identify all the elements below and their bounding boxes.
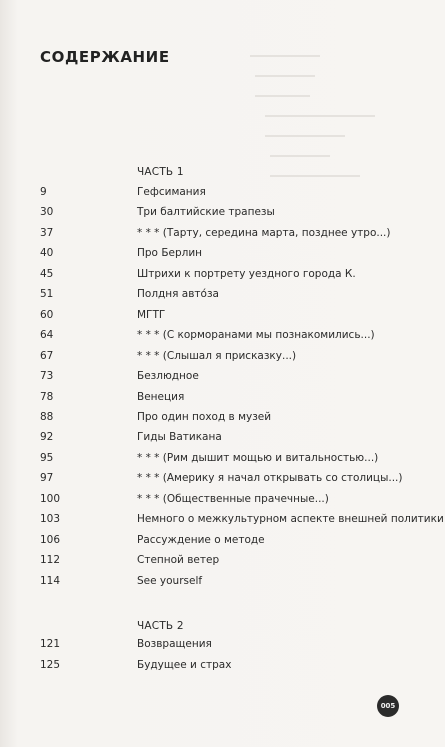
toc-page-number: 121	[40, 638, 61, 650]
toc-entry-title: Немного о межкультурном аспекте внешней политики	[137, 513, 444, 526]
toc-entry-title: Гиды Ватикана	[137, 431, 222, 444]
toc-page-number: 60	[40, 308, 54, 321]
toc-entry-title: Безлюдное	[137, 370, 199, 383]
toc-entry	[0, 659, 445, 677]
toc-entry	[0, 493, 445, 511]
toc-entry	[0, 309, 445, 327]
toc-entry	[0, 411, 445, 429]
toc-page-number: 103	[40, 513, 61, 526]
toc-entry-title: * * * (Рим дышит мощью и витальностью...)	[137, 451, 379, 464]
toc-page-number: 78	[40, 390, 54, 403]
toc-entry-title: МГТГ	[137, 308, 166, 321]
toc-entry-title: See yourself	[137, 574, 203, 587]
toc-entry	[0, 247, 445, 265]
toc-entry-title: Гефсимания	[137, 186, 206, 198]
page-number: 005	[377, 695, 399, 717]
toc-entry-title: Степной ветер	[137, 554, 220, 567]
toc-page-number: 95	[40, 451, 54, 464]
toc-entry	[0, 391, 445, 409]
toc-entry	[0, 575, 445, 593]
toc-page-number: 64	[40, 329, 54, 342]
toc-entry-title: Будущее и страх	[137, 659, 232, 671]
toc-entry-title: Полдня авто́за	[137, 288, 219, 301]
toc-page-number: 112	[40, 554, 61, 567]
toc-entry	[0, 329, 445, 347]
toc-page-number: 88	[40, 410, 54, 423]
toc-entry	[0, 206, 445, 224]
toc-page-number: 125	[40, 659, 61, 671]
toc-entry	[0, 452, 445, 470]
toc-entry	[0, 534, 445, 552]
toc-entry-title: * * * (Общественные прачечные...)	[137, 492, 329, 505]
toc-page-number: 40	[40, 247, 54, 260]
toc-page-number: 51	[40, 288, 54, 301]
toc-page-number: 73	[40, 370, 54, 383]
toc-entry	[0, 186, 445, 204]
toc-page-number: 114	[40, 574, 61, 587]
toc-entry-title: * * * (С корморанами мы познакомились...)	[137, 329, 375, 342]
toc-page-number: 30	[40, 206, 54, 219]
toc-page-number: 9	[40, 186, 47, 198]
toc-entry	[0, 370, 445, 388]
toc-entry-title: Три балтийские трапезы	[137, 206, 275, 219]
toc-page-number: 45	[40, 267, 54, 280]
toc-page-number: 97	[40, 472, 54, 485]
toc-page-number: 106	[40, 533, 61, 546]
toc-entry-title: * * * (Слышал я присказку...)	[137, 349, 297, 362]
toc-entry-title: Рассуждение о методе	[137, 533, 265, 546]
toc-entry-title: Про один поход в музей	[137, 410, 272, 423]
toc-entry-title: Венеция	[137, 390, 185, 403]
toc-entry-title: * * * (Америку я начал открывать со столицы...)	[137, 472, 403, 485]
part-2-heading: ЧАСТЬ 2	[137, 620, 184, 632]
toc-entry	[0, 288, 445, 306]
toc-entry	[0, 513, 445, 531]
toc-entry-title: Про Берлин	[137, 247, 203, 260]
toc-entry	[0, 431, 445, 449]
part-1-heading: ЧАСТЬ 1	[137, 166, 184, 178]
toc-page-number: 37	[40, 226, 54, 239]
toc-entry	[0, 268, 445, 286]
toc-page-number: 100	[40, 492, 61, 505]
toc-entry	[0, 472, 445, 490]
toc-entry-title: * * * (Тарту, середина марта, позднее утро...)	[137, 226, 391, 239]
toc-entry-title: Штрихи к портрету уездного города К.	[137, 267, 356, 280]
toc-entry	[0, 638, 445, 656]
toc-page-number: 92	[40, 431, 54, 444]
toc-entry	[0, 350, 445, 368]
toc-entry	[0, 554, 445, 572]
page-title: СОДЕРЖАНИЕ	[40, 48, 170, 66]
toc-entry-title: Возвращения	[137, 638, 212, 650]
toc-entry	[0, 227, 445, 245]
toc-page-number: 67	[40, 349, 54, 362]
